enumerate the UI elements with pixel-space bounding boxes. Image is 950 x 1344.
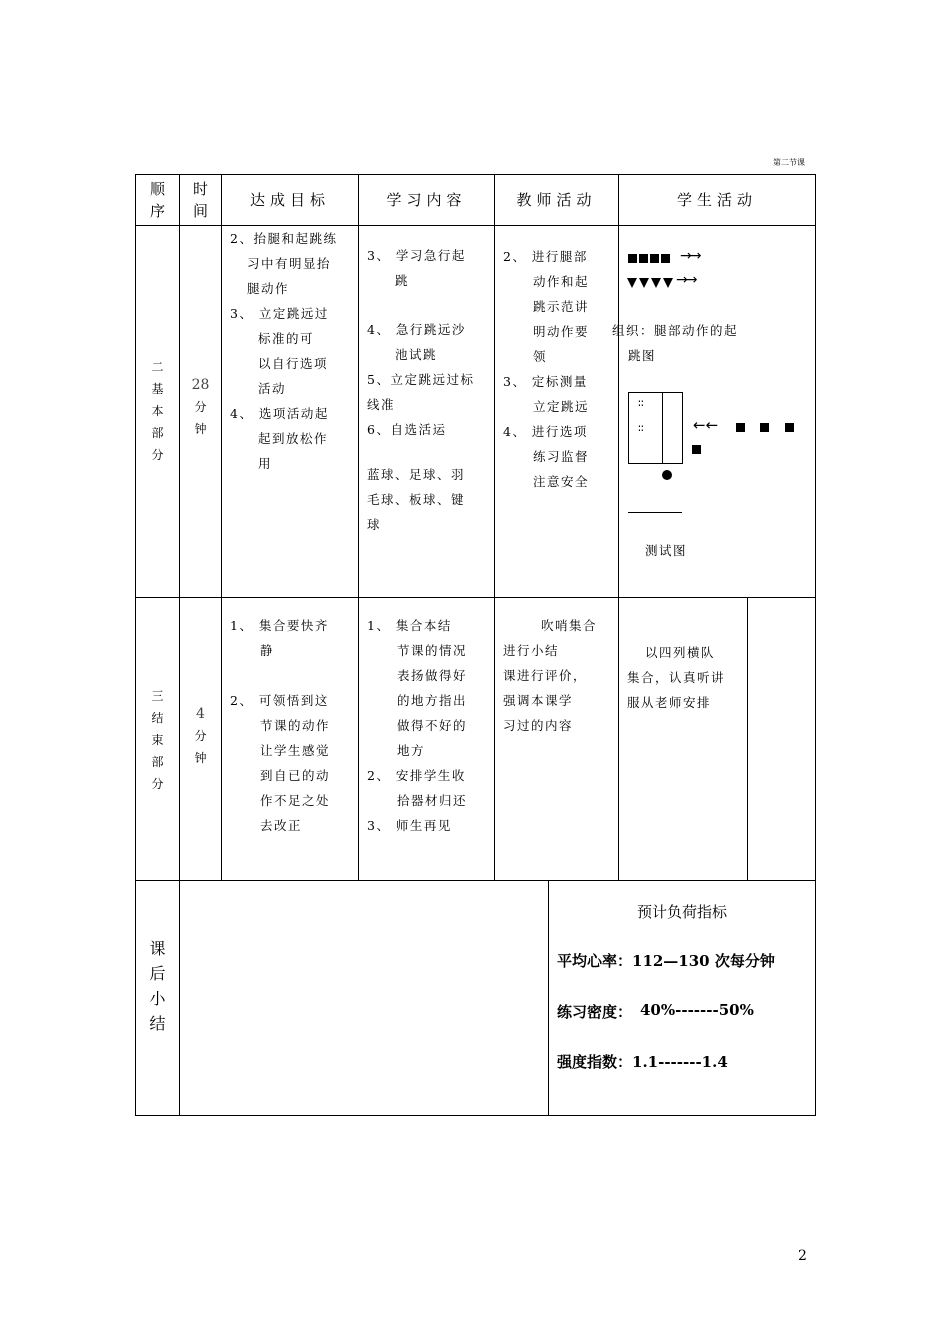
ending-teacher: 吹哨集合 进行小结 课进行评价， 强调本课学 习过的内容: [503, 618, 598, 733]
ball-icon: [662, 470, 672, 480]
diagram-caption: 组织：腿部动作的起: [612, 323, 739, 338]
header-teacher: 教师活动: [516, 191, 597, 209]
lesson-label: 第二节课: [773, 158, 805, 167]
load-title: 预计负荷指标: [636, 903, 727, 921]
basic-content: 3、 学习急行起 跳 4、 急行跳远沙 池试跳 5、立定跳远过标 线准 6、自选活运 蓝球、足球、羽 毛球、板球、键 球: [367, 248, 475, 532]
ending-content: 1、 集合本结 节课的情况 表扬做得好 的地方指出 做得不好的 地方 2、 安排学生收 拾器材归还 3、 师生再见: [367, 618, 468, 833]
diagram-caption-2: 跳图: [628, 348, 657, 363]
test-area-box: [628, 392, 683, 464]
page-number: 2: [798, 1248, 807, 1264]
ending-time: 4 分 钟: [194, 706, 207, 765]
ending-section-label: 三 结 束 部 分: [151, 689, 164, 791]
basic-goals: 2、抬腿和起跳练 习中有明显抬 腿动作 3、 立定跳远过 标准的可 以自行选项 活动 4、 选项活动起 起到放松作 用: [230, 231, 338, 471]
header-content: 学习内容: [386, 191, 467, 209]
arrow-left-icon: ←←: [693, 416, 719, 434]
basic-section-label: 二 基 本 部 分: [151, 360, 164, 462]
header-goal: 达成目标: [249, 191, 330, 209]
basic-time: 28 分 钟: [191, 377, 210, 436]
intensity-index: 强度指数：1.1-------1.4: [557, 1053, 728, 1071]
header-time: 时 间: [192, 180, 208, 220]
density-label: 练习密度：: [557, 1003, 633, 1021]
header-order: 顺 序: [149, 180, 165, 220]
ending-student: 以四列横队 集合，认真听讲 服从老师安排: [627, 645, 726, 710]
header-student: 学生活动: [676, 191, 757, 209]
test-caption: 测试图: [645, 543, 688, 558]
summary-label: 课 后 小 结: [149, 939, 166, 1033]
density-value: 40%-------50%: [640, 1001, 754, 1019]
ending-goals: 1、 集合要快齐 静 2、 可领悟到这 节课的动作 让学生感觉 到自已的动 作不足之处 去改正: [230, 618, 331, 833]
basic-teacher: 2、 进行腿部 动作和起 跳示范讲 明动作要 领 3、 定标测量 立定跳远 4、 进行选项 练习监督 注意安全: [503, 249, 590, 489]
triangle-row-icon: [627, 278, 677, 290]
arrow-right-icon: →→: [676, 272, 696, 288]
heart-rate: 平均心率：112—130 次每分钟: [557, 952, 775, 970]
arrow-right-icon: →→: [680, 248, 700, 264]
